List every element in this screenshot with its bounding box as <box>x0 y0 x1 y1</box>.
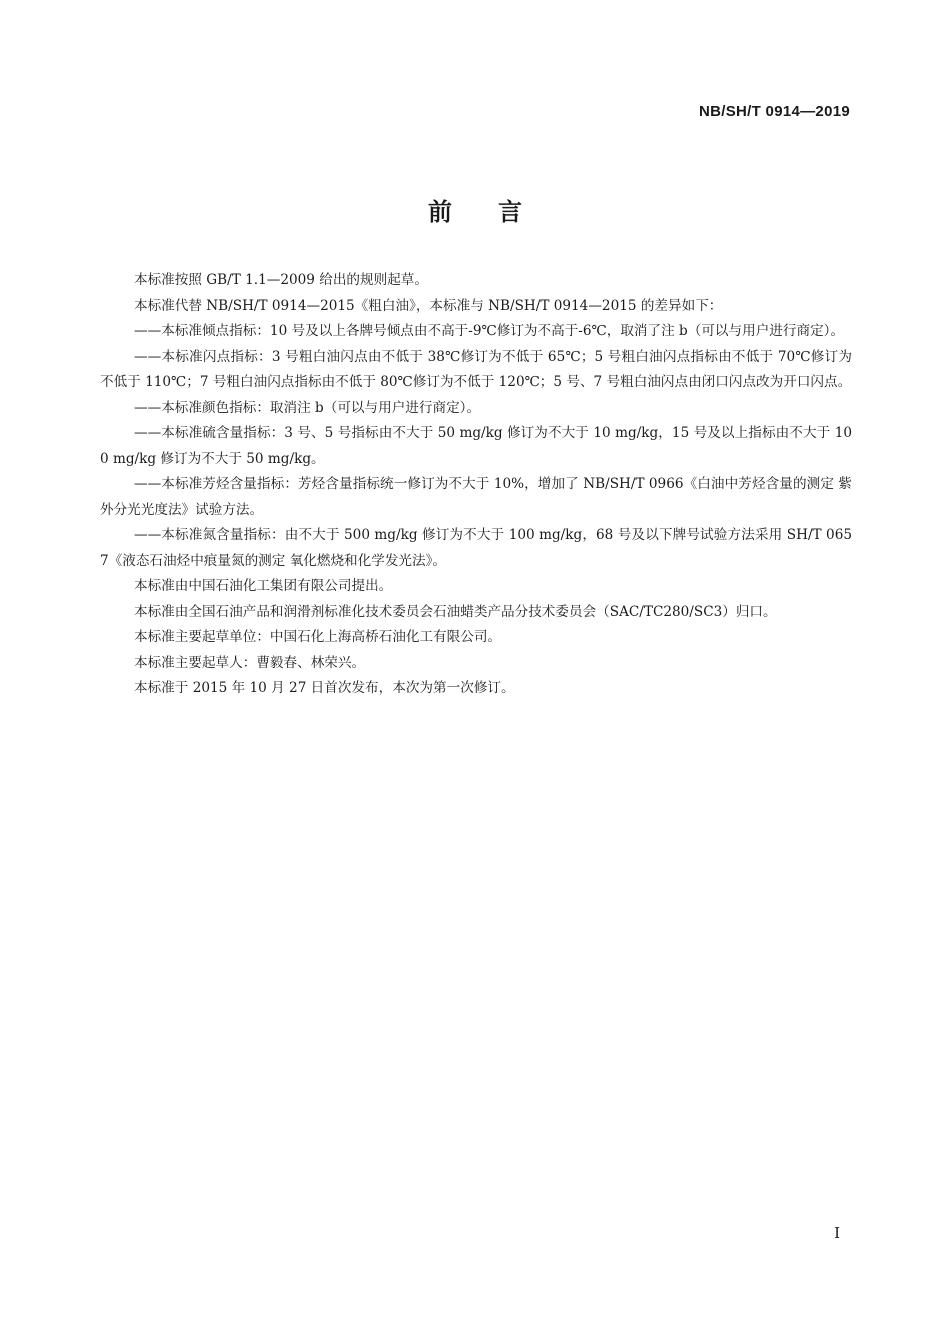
paragraph: ——本标准氮含量指标：由不大于 500 mg/kg 修订为不大于 100 mg/kg，68 号及以下牌号试验方法采用 SH/T 0657《液态石油烃中痕量氮的测定 氧化燃烧和化学发光法》。 <box>100 527 852 569</box>
foreword-body <box>100 268 852 702</box>
paragraph: 本标准主要起草人：曹毅春、林荣兴。 <box>134 654 366 671</box>
page-title: 前言 <box>428 198 568 226</box>
paragraph: 本标准由全国石油产品和润滑剂标准化技术委员会石油蜡类产品分技术委员会（SAC/TC280/SC3）归口。 <box>134 603 777 620</box>
paragraph: 本标准按照 GB/T 1.1—2009 给出的规则起草。 <box>134 272 428 288</box>
standard-number: NB/SH/T 0914—2019 <box>698 103 850 120</box>
paragraph: ——本标准倾点指标：10 号及以上各牌号倾点由不高于-9℃修订为不高于-6℃，取消了注 b（可以与用户进行商定）。 <box>134 323 845 339</box>
paragraph: 本标准于 2015 年 10 月 27 日首次发布，本次为第一次修订。 <box>134 680 515 696</box>
paragraph: 本标准主要起草单位：中国石化上海高桥石油化工有限公司。 <box>134 629 502 645</box>
page-number: I <box>834 1224 840 1242</box>
paragraph: ——本标准闪点指标：3 号粗白油闪点由不低于 38℃修订为不低于 65℃；5 号粗白油闪点指标由不低于 70℃修订为不低于 110℃；7 号粗白油闪点指标由不低于 80℃修订为不低于 120℃；5 号、7 号粗白油闪点由闭口闪点改为开口闪点。 <box>100 348 852 390</box>
paragraph: ——本标准硫含量指标：3 号、5 号指标由不大于 50 mg/kg 修订为不大于 10 mg/kg，15 号及以上指标由不大于 100 mg/kg 修订为不大于 50 mg/kg。 <box>100 425 852 467</box>
paragraph: ——本标准芳烃含量指标：芳烃含量指标统一修订为不大于 10%，增加了 NB/SH/T 0966《白油中芳烃含量的测定 紫外分光光度法》试验方法。 <box>100 476 852 518</box>
paragraph: 本标准代替 NB/SH/T 0914—2015《粗白油》，本标准与 NB/SH/T 0914—2015 的差异如下： <box>134 297 723 314</box>
paragraph: 本标准由中国石油化工集团有限公司提出。 <box>134 578 393 594</box>
paragraph: ——本标准颜色指标：取消注 b（可以与用户进行商定）。 <box>134 399 481 416</box>
